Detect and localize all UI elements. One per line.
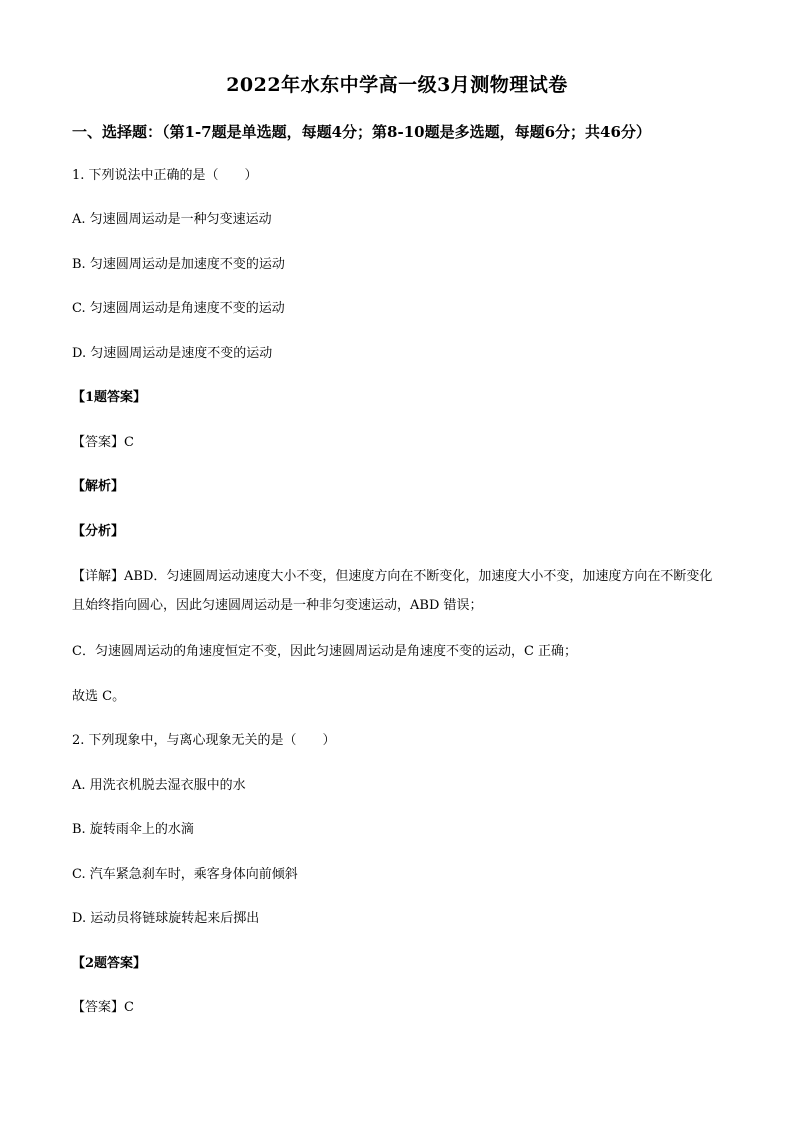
question-2-option-a: A. 用洗衣机脱去湿衣服中的水 — [72, 778, 246, 793]
question-1-stem: 1. 下列说法中正确的是（ ） — [72, 168, 258, 183]
question-1-option-a: A. 匀速圆周运动是一种匀变速运动 — [72, 212, 272, 227]
question-1-answer-header: 【1题答案】 — [72, 390, 147, 405]
section-heading: 一、选择题：（第1-7题是单选题，每题4分；第8-10题是多选题，每题6分；共46分） — [72, 123, 651, 141]
question-2-answer: 【答案】C — [72, 1000, 134, 1015]
question-2-option-c: C. 汽车紧急刹车时，乘客身体向前倾斜 — [72, 867, 298, 882]
question-1-option-d: D. 匀速圆周运动是速度不变的运动 — [72, 346, 273, 361]
question-1-detail: 【详解】ABD．匀速圆周运动速度大小不变，但速度方向在不断变化，加速度大小不变，加速度方向在不断变化且始终指向圆心，因此匀速圆周运动是一种非匀变速运动，ABD 错误； — [72, 569, 713, 613]
question-1-analysis-header: 【解析】 — [72, 479, 125, 494]
question-1-option-b: B. 匀速圆周运动是加速度不变的运动 — [72, 257, 285, 272]
question-2-option-b: B. 旋转雨伞上的水滴 — [72, 822, 194, 837]
question-2-option-d: D. 运动员将链球旋转起来后掷出 — [72, 911, 260, 926]
exam-title: 2022年水东中学高一级3月测物理试卷 — [226, 74, 568, 96]
question-1-conclusion: 故选 C。 — [72, 689, 126, 704]
question-2-answer-header: 【2题答案】 — [72, 956, 147, 971]
question-1-option-c: C. 匀速圆周运动是角速度不变的运动 — [72, 301, 285, 316]
question-1-answer: 【答案】C — [72, 435, 134, 450]
question-2-stem: 2. 下列现象中，与离心现象无关的是（ ） — [72, 733, 336, 748]
question-1-detail-c: C．匀速圆周运动的角速度恒定不变，因此匀速圆周运动是角速度不变的运动，C 正确； — [72, 644, 578, 659]
question-1-fenxi-header: 【分析】 — [72, 524, 125, 539]
